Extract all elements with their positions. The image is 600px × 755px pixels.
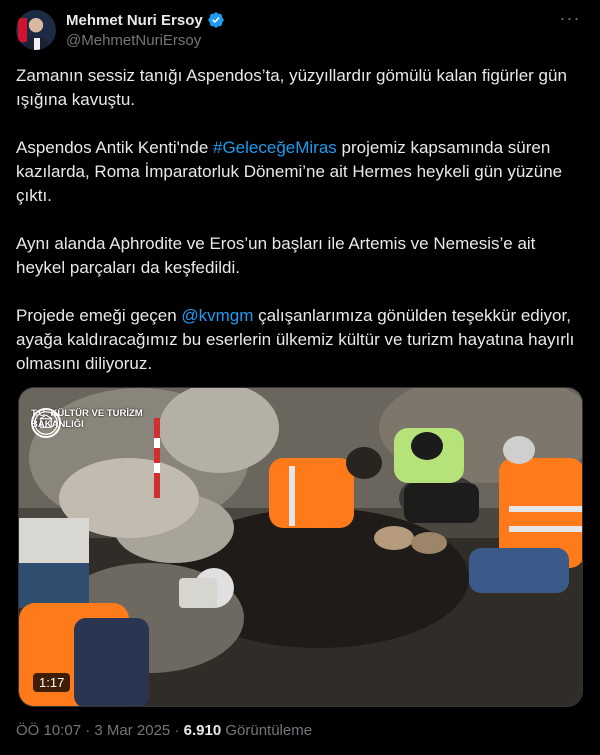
tweet-paragraph-1: Zamanın sessiz tanığı Aspendos’ta, yüzyıllardır gömülü kalan figürler gün ışığına kavuştu. bbox=[16, 66, 567, 109]
tweet-paragraph-4: Projede emeği geçen @kvmgm çalışanlarımıza gönülden teşekkür ediyor, ayağa kaldıracağımız bu eserlerin ülkemiz kültür ve turizm hayatına hayırlı olmasını diliyoruz. bbox=[16, 306, 575, 373]
watermark-line-1: T.C. KÜLTÜR VE TURİZM bbox=[31, 408, 143, 419]
watermark-line-2: BAKANLIĞI bbox=[31, 419, 84, 430]
author-name[interactable]: Mehmet Nuri Ersoy bbox=[66, 11, 203, 29]
hashtag-link[interactable]: #GeleceğeMiras bbox=[213, 138, 337, 157]
tweet-header bbox=[16, 8, 584, 52]
tweet-date[interactable]: 3 Mar 2025 bbox=[94, 722, 171, 739]
tweet-time[interactable]: ÖÖ 10:07 bbox=[16, 722, 82, 739]
author-handle[interactable]: @MehmetNuriErsoy bbox=[66, 32, 202, 49]
video-duration-badge: 1:17 bbox=[33, 673, 70, 692]
video-player[interactable] bbox=[18, 387, 583, 707]
avatar[interactable] bbox=[16, 10, 56, 50]
views-label: Görüntüleme bbox=[225, 722, 313, 739]
flag-icon bbox=[18, 18, 27, 42]
ministry-logo-icon bbox=[31, 408, 61, 438]
video-frame bbox=[19, 388, 583, 707]
views-count: 6.910 bbox=[183, 722, 222, 739]
verified-badge-icon bbox=[207, 11, 225, 29]
tweet-paragraph-2: Aspendos Antik Kenti'nde #GeleceğeMiras projemiz kapsamında süren kazılarda, Roma İmparatorluk Dönemi’ne ait Hermes heykeli gün yüzüne çıktı. bbox=[16, 138, 563, 205]
author-name-line[interactable] bbox=[66, 11, 225, 29]
tweet-paragraph-3: Aynı alanda Aphrodite ve Eros’un başları ile Artemis ve Nemesis’e ait heykel parçaları da keşfedildi. bbox=[16, 234, 536, 277]
tweet-text bbox=[16, 64, 584, 400]
ministry-watermark bbox=[31, 408, 143, 430]
tweet-meta bbox=[16, 722, 312, 739]
meta-separator: · bbox=[85, 722, 91, 739]
mention-link[interactable]: @kvmgm bbox=[181, 306, 254, 325]
meta-separator-2: · bbox=[174, 722, 180, 739]
more-horizontal-icon[interactable]: ··· bbox=[559, 8, 581, 28]
